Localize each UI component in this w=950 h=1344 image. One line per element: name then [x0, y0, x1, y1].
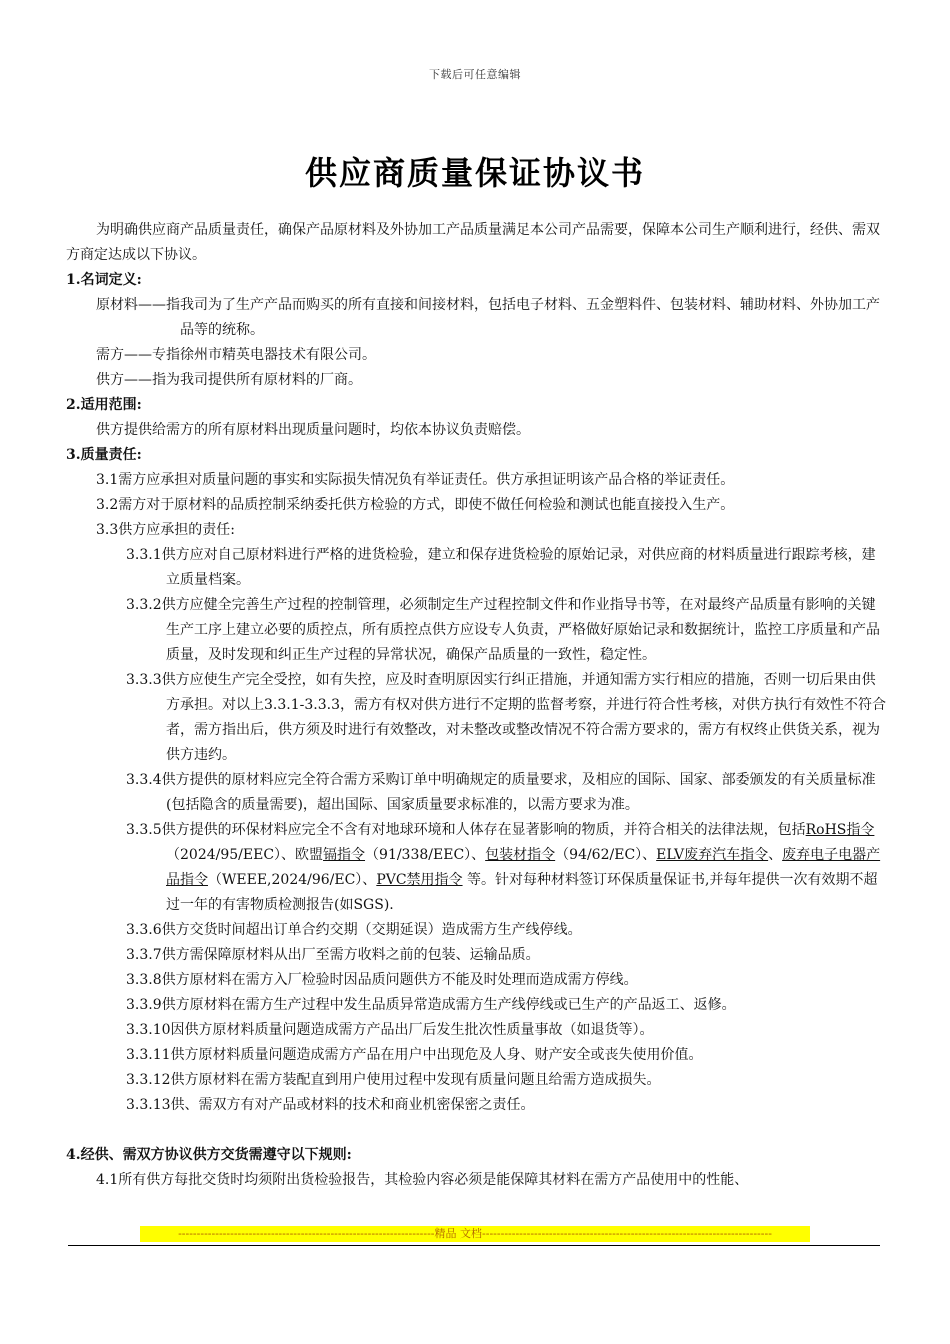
clause-3-3-5-text-b: （2024/95/EEC）、欧盟: [166, 847, 324, 863]
document-body: [66, 218, 886, 1193]
clause-3-3-5-text-f: （WEEE,2024/96/EC）、: [208, 872, 377, 888]
clause-3-2: 3.2需方对于原材料的品质控制采纳委托供方检验的方式，即使不做任何检验和测试也能直接投入生产。: [96, 497, 735, 513]
definition-buyer: 需方——专指徐州市精英电器技术有限公司。: [96, 347, 376, 363]
scope-text: 供方提供给需方的所有原材料出现质量问题时，均依本协议负责赔偿。: [96, 422, 530, 438]
clause-3-3-5-text-a: 3.3.5供方提供的环保材料应完全不含有对地球环境和人体存在显著影响的物质，并符合相关的法律法规，包括: [126, 822, 806, 838]
clause-3-3-2: 3.3.2供方应健全完善生产过程的控制管理，必须制定生产过程控制文件和作业指导书等，在对最终产品质量有影响的关键生产工序上建立必要的质控点，所有质控点供方应设专人负责，严格做好原始记录和数据统计，监控工序质量和产品质量，及时发现和纠正生产过程的异常状况，确保产品质量的一致性，稳定性。: [126, 597, 880, 663]
clause-3-3-5-text-e: 、: [768, 847, 783, 863]
clause-3-3-8: 3.3.8供方原材料在需方入厂检验时因品质问题供方不能及时处理而造成需方停线。: [126, 972, 638, 988]
weee-directive: 废弃电子电器产品指令: [166, 847, 881, 888]
section-2-heading: 2.适用范围:: [66, 397, 142, 413]
clause-3-3-5-text-d: （94/62/EC）、: [555, 847, 657, 863]
clause-3-1: 3.1需方应承担对质量问题的事实和实际损失情况负有举证责任。供方承担证明该产品合格的举证责任。: [96, 472, 735, 488]
packaging-directive: 包装材指令: [485, 847, 556, 863]
footer-watermark-bar: ---------------------------------------------------------------------精品 文档------------------------------------------------------------------------------: [140, 1226, 810, 1242]
elv-directive: ELV废弃汽车指令: [656, 847, 769, 863]
clause-4-1: 4.1所有供方每批交货时均须附出货检验报告，其检验内容必须是能保障其材料在需方产品使用中的性能、: [96, 1172, 749, 1188]
definition-supplier: 供方——指为我司提供所有原材料的厂商。: [96, 372, 362, 388]
definition-raw-material: 原材料——指我司为了生产产品而购买的所有直接和间接材料，包括电子材料、五金塑料件、包装材料、辅助材料、外协加工产品等的统称。: [96, 297, 880, 338]
clause-3-3: 3.3供方应承担的责任:: [96, 522, 235, 538]
clause-3-3-9: 3.3.9供方原材料在需方生产过程中发生品质异常造成需方生产线停线或已生产的产品返工、返修。: [126, 997, 736, 1013]
document-title: 供应商质量保证协议书: [304, 154, 645, 192]
clause-3-3-5: [66, 818, 886, 918]
section-4-heading: 4.经供、需双方协议供方交货需遵守以下规则:: [66, 1147, 352, 1163]
clause-3-3-5-text-g: 等。针对每种材料签订环保质量保证书,并每年提供一次有效期不超过一年的有害物质检测报告(如SGS).: [166, 872, 878, 913]
clause-3-3-5-text-c: （91/338/EEC）、: [365, 847, 486, 863]
clause-3-3-6: 3.3.6供方交货时间超出订单合约交期（交期延误）造成需方生产线停线。: [126, 922, 582, 938]
pvc-directive: PVC禁用指令: [376, 872, 463, 888]
clause-3-3-13: 3.3.13供、需双方有对产品或材料的技术和商业机密保密之责任。: [126, 1097, 535, 1113]
section-1-heading: 1.名词定义:: [66, 272, 142, 288]
clause-3-3-7: 3.3.7供方需保障原材料从出厂至需方收料之前的包装、运输品质。: [126, 947, 540, 963]
clause-3-3-4: 3.3.4供方提供的原材料应完全符合需方采购订单中明确规定的质量要求，及相应的国际、国家、部委颁发的有关质量标准(包括隐含的质量需要)，超出国际、国家质量要求标准的，以需方要求为准。: [126, 772, 876, 813]
footer-divider: [68, 1245, 880, 1246]
clause-3-3-12: 3.3.12供方原材料在需方装配直到用户使用过程中发现有质量问题且给需方造成损失。: [126, 1072, 661, 1088]
clause-3-3-3: 3.3.3供方应使生产完全受控，如有失控，应及时查明原因实行纠正措施，并通知需方实行相应的措施，否则一切后果由供方承担。对以上3.3.1-3.3.3，需方有权对供方进行不定期的监督考察，并进行符合性考核，对供方执行有效性不符合者，需方指出后，供方须及时进行有效整改，对未整改或整改情况不符合需方要求的，需方有权终止供货关系，视为供方违约。: [126, 672, 886, 763]
header-note: 下载后可任意编辑: [429, 68, 521, 81]
intro-paragraph: 为明确供应商产品质量责任，确保产品原材料及外协加工产品质量满足本公司产品需要，保障本公司生产顺利进行，经供、需双方商定达成以下协议。: [66, 222, 880, 263]
clause-3-3-1: 3.3.1供方应对自己原材料进行严格的进货检验，建立和保存进货检验的原始记录，对供应商的材料质量进行跟踪考核，建立质量档案。: [126, 547, 876, 588]
clause-3-3-10: 3.3.10因供方原材料质量问题造成需方产品出厂后发生批次性质量事故（如退货等）。: [126, 1022, 654, 1038]
cadmium-directive: 镉指令: [323, 847, 366, 863]
section-3-heading: 3.质量责任:: [66, 447, 142, 463]
clause-3-3-11: 3.3.11供方原材料质量问题造成需方产品在用户中出现危及人身、财产安全或丧失使用价值。: [126, 1047, 703, 1063]
rohs-directive: RoHS指令: [805, 822, 875, 838]
